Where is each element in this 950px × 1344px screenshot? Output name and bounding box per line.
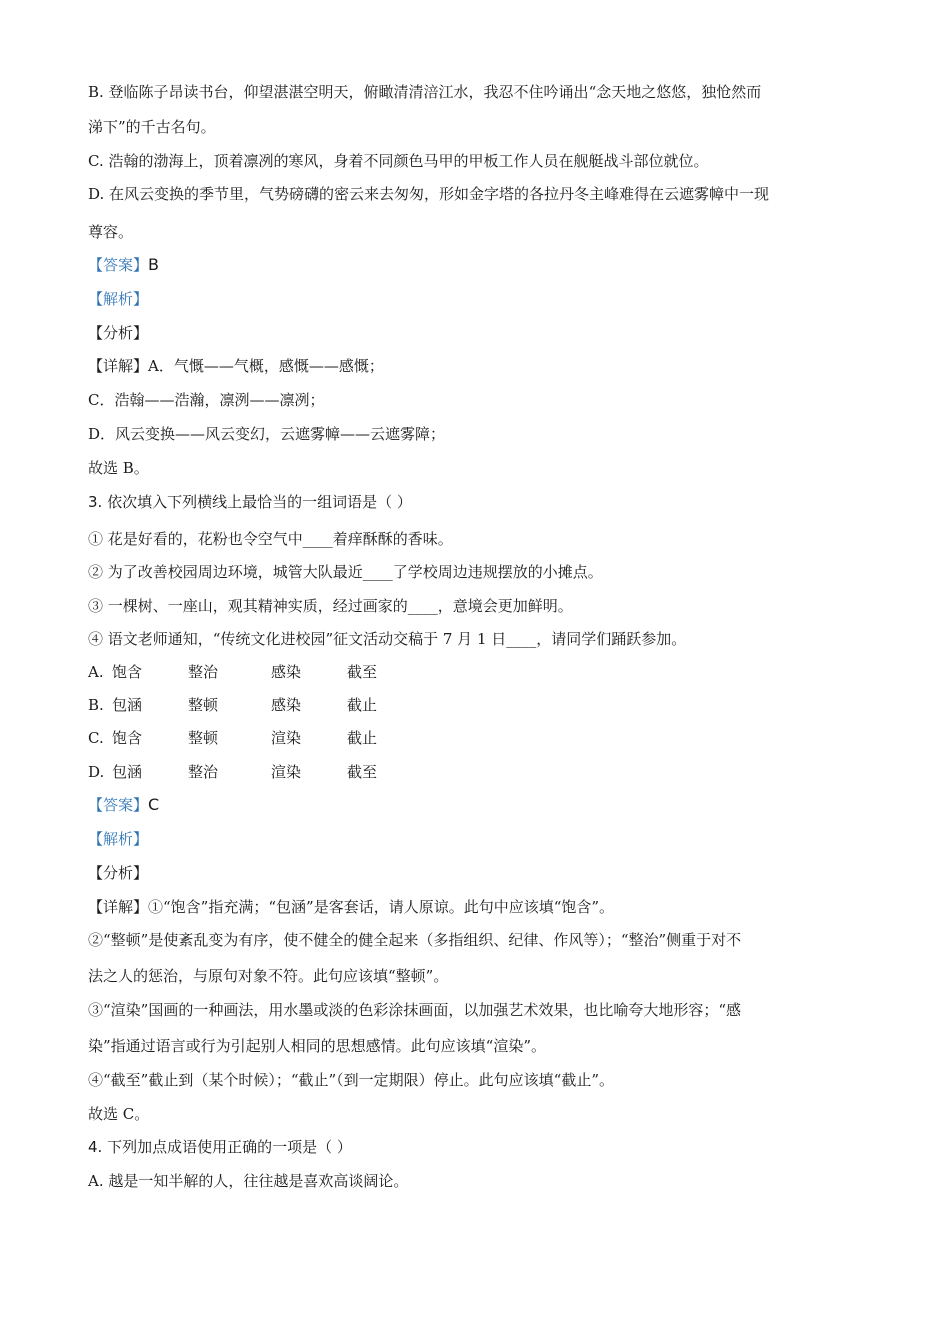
q2-option-d-line1: D. 在风云变换的季节里，气势磅礴的密云来去匆匆，形如金字塔的各拉丹冬主峰难得在云遮雾幛中一现 <box>88 185 770 203</box>
q4-stem <box>88 1137 352 1157</box>
option-word: 整治 <box>188 763 219 781</box>
q3-detail-4: ④“截至”截止到（某个时候）；“截止”（到一定期限）停止。此句应该填“截止”。 <box>88 1071 615 1089</box>
detail-label: 【详解】 <box>88 898 149 916</box>
q2-option-c: C. 浩翰的渤海上，顶着凛冽的寒风，身着不同颜色马甲的甲板工作人员在舰艇战斗部位就位。 <box>88 152 709 170</box>
q3-detail-3-line1: ③“渲染”国画的一种画法，用水墨或淡的色彩涂抹画面，以加强艺术效果，也比喻夸大地形容；“感 <box>88 1001 742 1019</box>
sentence-text: ① 花是好看的，花粉也令空气中 <box>88 530 303 548</box>
q4-option-a: A. 越是一知半解的人，往往越是喜欢高谈阔论。 <box>88 1172 409 1190</box>
q2-fenxi-heading: 【分析】 <box>88 324 149 342</box>
option-word: 截止 <box>347 729 378 747</box>
q3-sentence-3 <box>88 596 573 616</box>
q2-jiexi-heading: 【解析】 <box>88 290 149 308</box>
detail-text: ①“饱含”指充满；“包涵”是客套话，请人原谅。此句中应该填“饱含”。 <box>148 898 615 916</box>
sentence-text: 了学校周边违规摆放的小摊点。 <box>392 563 603 581</box>
q3-fenxi-heading: 【分析】 <box>88 864 149 882</box>
question-number: 3. <box>88 493 103 511</box>
answer-value: C <box>148 795 160 814</box>
q3-answer <box>88 795 159 815</box>
detail-label: 【详解】 <box>88 357 149 375</box>
sentence-text: ，请同学们踊跃参加。 <box>536 630 687 648</box>
q3-sentence-2 <box>88 562 603 582</box>
question-text: 下列加点成语使用正确的一项是（ ） <box>102 1138 352 1156</box>
sentence-text: ④ 语文老师通知，“传统文化进校园”征文活动交稿于 7 月 1 日 <box>88 630 507 648</box>
q3-conclusion: 故选 C。 <box>88 1105 150 1123</box>
q2-option-d-line2: 尊容。 <box>88 223 134 241</box>
option-word: 整顿 <box>188 729 219 747</box>
q2-detail-c: C．浩翰——浩瀚，凛洌——凛冽； <box>88 391 325 409</box>
q3-detail-2-line2: 法之人的惩治，与原句对象不符。此句应该填“整顿”。 <box>88 967 449 985</box>
option-letter: A. <box>88 663 104 681</box>
q3-detail-1 <box>88 897 614 917</box>
option-word: 整治 <box>188 663 219 681</box>
option-word: 渲染 <box>271 763 302 781</box>
fill-blank: ____ <box>362 563 393 581</box>
option-letter: D. <box>88 763 105 781</box>
q3-sentence-1 <box>88 529 453 549</box>
sentence-text: ，意境会更加鲜明。 <box>437 597 573 615</box>
q2-option-b-line1: B. 登临陈子昂读书台，仰望湛湛空明天，俯瞰清清涪江水，我忍不住吟诵出“念天地之悠悠，独怆然而 <box>88 83 762 101</box>
sentence-text: 着痒酥酥的香味。 <box>332 530 453 548</box>
q2-conclusion: 故选 B。 <box>88 459 149 477</box>
q3-sentence-4 <box>88 629 686 649</box>
q3-detail-2-line1: ②“整顿”是使紊乱变为有序，使不健全的健全起来（多指组织、纪律、作风等）；“整治”侧重于对不 <box>88 931 742 949</box>
option-word: 包涵 <box>112 763 143 781</box>
option-word: 感染 <box>271 696 302 714</box>
sentence-text: ③ 一棵树、一座山，观其精神实质，经过画家的 <box>88 597 408 615</box>
q2-option-b-line2: 涕下”的千古名句。 <box>88 118 216 136</box>
option-letter: B. <box>88 696 104 714</box>
fill-blank: ____ <box>302 530 333 548</box>
option-word: 感染 <box>271 663 302 681</box>
q2-detail-d: D．风云变换——风云变幻，云遮雾幛——云遮雾障； <box>88 425 446 443</box>
answer-label: 【答案】 <box>88 796 149 814</box>
q2-detail-a <box>88 356 384 376</box>
q3-detail-3-line2: 染”指通过语言或行为引起别人相同的思想感情。此句应该填“渲染”。 <box>88 1037 547 1055</box>
sentence-text: ② 为了改善校园周边环境，城管大队最近 <box>88 563 363 581</box>
q2-answer <box>88 255 159 275</box>
option-letter: C. <box>88 729 104 747</box>
option-word: 截止 <box>347 696 378 714</box>
option-word: 渲染 <box>271 729 302 747</box>
question-text: 依次填入下列横线上最恰当的一组词语是（ ） <box>102 493 412 511</box>
option-word: 整顿 <box>188 696 219 714</box>
option-word: 截至 <box>347 763 378 781</box>
option-word: 饱含 <box>112 663 143 681</box>
option-word: 包涵 <box>112 696 143 714</box>
answer-value: B <box>148 255 159 274</box>
answer-label: 【答案】 <box>88 256 149 274</box>
question-number: 4. <box>88 1138 103 1156</box>
option-word: 饱含 <box>112 729 143 747</box>
option-word: 截至 <box>347 663 378 681</box>
q3-stem <box>88 492 412 512</box>
q3-jiexi-heading: 【解析】 <box>88 830 149 848</box>
detail-text: A．气慨——气概，感慨——感慨； <box>148 357 384 375</box>
fill-blank: ____ <box>407 597 438 615</box>
fill-blank: ____ <box>506 630 537 648</box>
